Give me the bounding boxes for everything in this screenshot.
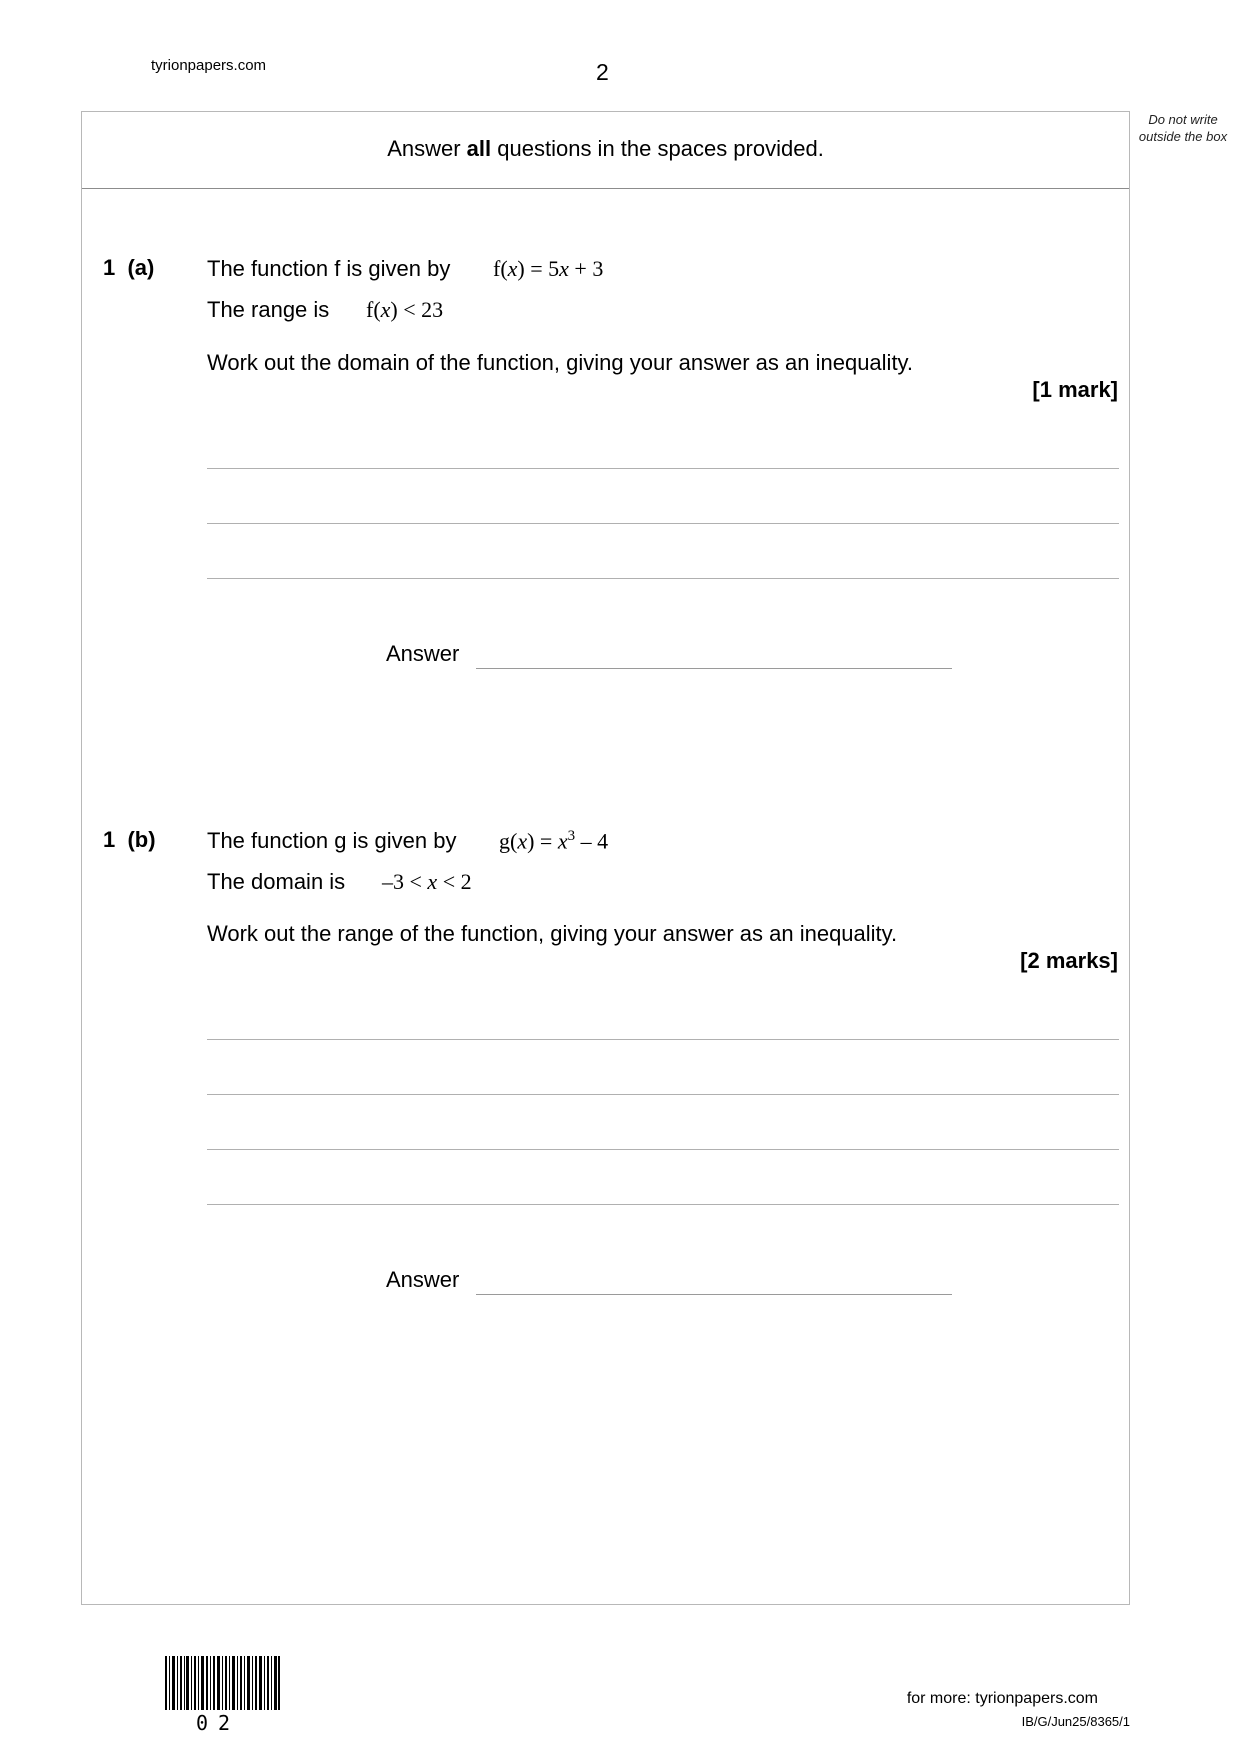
question-1a-range — [366, 297, 443, 323]
working-line[interactable] — [207, 523, 1119, 524]
formula-part: –3 < — [382, 869, 428, 894]
question-1a-stem: The function f is given by — [207, 256, 451, 281]
question-number: 1 — [103, 827, 116, 852]
formula-part: < 2 — [437, 869, 472, 894]
instruction-text-start: Answer — [387, 136, 461, 161]
page-number: 2 — [596, 59, 609, 85]
box-divider — [82, 188, 1129, 189]
footer-more-link[interactable]: for more: tyrionpapers.com — [906, 1690, 1098, 1707]
instruction — [82, 136, 1129, 162]
formula-part: g( — [499, 828, 518, 854]
working-line[interactable] — [207, 468, 1119, 469]
formula-variable: x — [380, 297, 391, 322]
formula-part: – 4 — [575, 828, 609, 854]
formula-part: f( — [366, 297, 381, 322]
working-line[interactable] — [207, 1204, 1119, 1205]
question-1a-formula — [493, 256, 603, 282]
question-1a-range-label: The range is — [207, 297, 330, 322]
question-1b-domain — [382, 869, 472, 895]
barcode-icon — [165, 1656, 280, 1710]
question-1a-task: Work out the domain of the function, giving your answer as an inequality. — [207, 350, 914, 375]
formula-variable: x — [517, 828, 528, 854]
formula-part: f( — [493, 256, 508, 281]
question-1b-stem: The function g is given by — [207, 828, 457, 853]
barcode-digits: 02 — [196, 1711, 241, 1735]
answer-box — [81, 111, 1130, 1605]
answer-label: Answer — [386, 641, 460, 666]
question-1b-domain-label: The domain is — [207, 869, 346, 894]
formula-part: ) < 23 — [390, 297, 444, 322]
question-part: (a) — [127, 255, 155, 280]
formula-variable: x — [557, 828, 568, 854]
formula-exponent: 3 — [567, 828, 576, 844]
answer-line[interactable] — [476, 1294, 952, 1295]
working-line[interactable] — [207, 578, 1119, 579]
question-part: (b) — [127, 827, 156, 852]
answer-line[interactable] — [476, 668, 952, 669]
formula-part: ) = 5 — [517, 256, 560, 281]
site-name: tyrionpapers.com — [151, 57, 267, 74]
formula-variable: x — [507, 256, 518, 281]
working-line[interactable] — [207, 1094, 1119, 1095]
margin-note: Do not write outside the box — [1138, 112, 1228, 144]
formula-variable: x — [427, 869, 438, 894]
question-1b-task: Work out the range of the function, giving your answer as an inequality. — [207, 921, 898, 946]
answer-label: Answer — [386, 1267, 460, 1292]
question-1b-marks: [2 marks] — [1020, 948, 1118, 973]
formula-variable: x — [559, 256, 569, 281]
instruction-bold: all — [466, 136, 492, 161]
question-1a-marks: [1 mark] — [1032, 377, 1118, 402]
paper-reference: IB/G/Jun25/8365/1 — [1021, 1714, 1130, 1729]
instruction-text-end: questions in the spaces provided. — [497, 136, 824, 161]
working-line[interactable] — [207, 1149, 1119, 1150]
question-number: 1 — [103, 255, 116, 280]
formula-part: + 3 — [568, 256, 604, 281]
working-line[interactable] — [207, 1039, 1119, 1040]
formula-part: ) = — [527, 828, 558, 854]
question-1b-number — [103, 827, 156, 853]
question-1b-formula — [499, 828, 608, 854]
question-1a-number — [103, 255, 154, 281]
